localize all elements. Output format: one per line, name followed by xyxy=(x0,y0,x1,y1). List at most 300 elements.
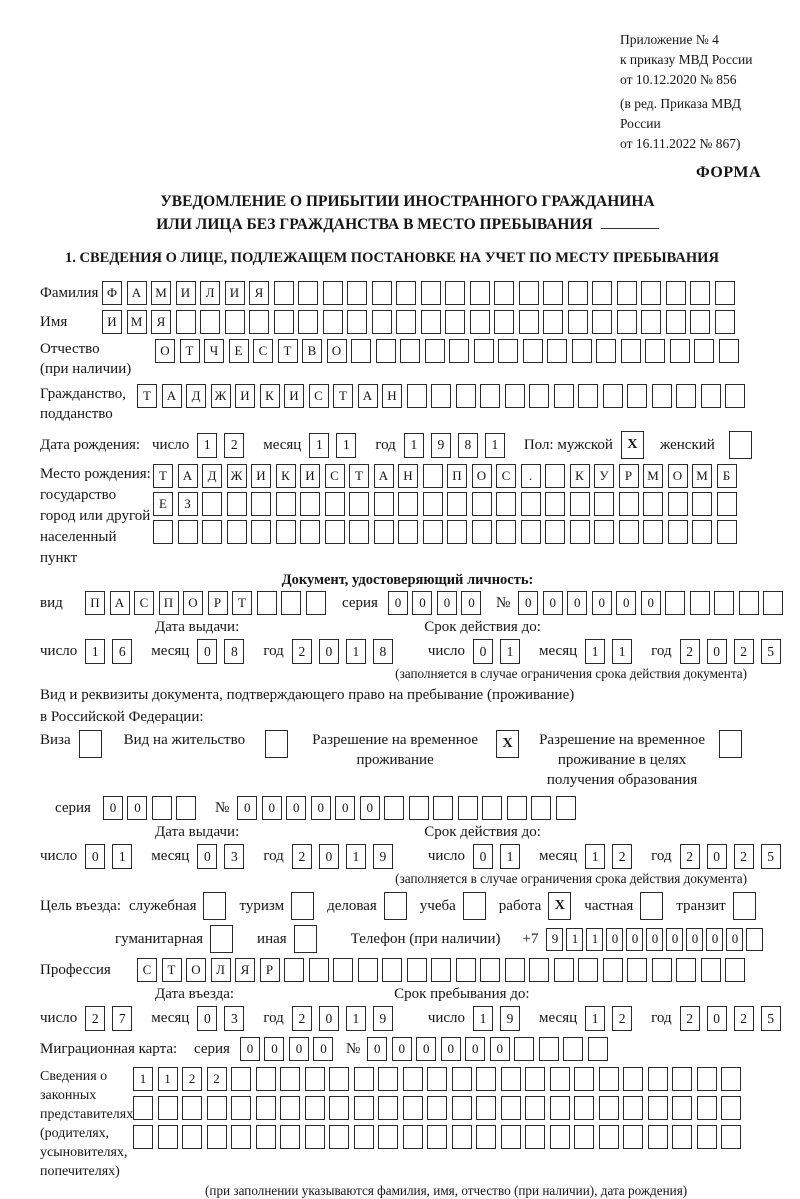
char-box: 6 xyxy=(112,639,132,664)
char-box xyxy=(329,1096,349,1120)
char-box: Т xyxy=(349,464,369,488)
char-box: М xyxy=(127,310,147,334)
date-part-label: число xyxy=(40,643,78,659)
char-box xyxy=(231,1067,251,1091)
char-box xyxy=(458,796,478,820)
char-box: 1 xyxy=(500,639,520,664)
char-box xyxy=(717,520,737,544)
checkbox-purpose-other xyxy=(294,925,317,953)
char-box: Н xyxy=(382,384,402,408)
char-box: Я xyxy=(151,310,171,334)
char-box: 1 xyxy=(336,433,356,458)
char-box xyxy=(574,1125,594,1149)
char-box: 8 xyxy=(458,433,478,458)
char-box: 0 xyxy=(197,639,217,664)
char-box xyxy=(676,384,696,408)
char-box: И xyxy=(251,464,271,488)
char-box: 0 xyxy=(461,591,481,615)
char-box xyxy=(556,796,576,820)
date-part-label: год xyxy=(651,643,672,659)
char-box xyxy=(523,339,543,363)
title-line-1: УВЕДОМЛЕНИЕ О ПРИБЫТИИ ИНОСТРАННОГО ГРАЖДАНИНА xyxy=(160,193,655,210)
char-box: 0 xyxy=(592,591,612,615)
checkbox-purpose-transit xyxy=(733,892,756,920)
date-part-label: месяц xyxy=(263,436,302,453)
char-box: 0 xyxy=(289,1037,309,1061)
char-box: 1 xyxy=(585,844,605,869)
char-box: 1 xyxy=(133,1067,153,1091)
char-box: 2 xyxy=(85,1006,105,1031)
char-box xyxy=(547,339,567,363)
entry-date-headings xyxy=(40,986,775,1003)
char-box: 2 xyxy=(612,1006,632,1031)
date-part-label: год xyxy=(263,848,284,864)
visa-label: Виза xyxy=(40,732,71,748)
char-box xyxy=(529,958,549,982)
char-box: . xyxy=(521,464,541,488)
purpose-item xyxy=(257,925,317,953)
patronymic-boxes xyxy=(155,339,743,363)
date-part-label: год xyxy=(263,643,284,659)
identity-doc-date-headings xyxy=(40,619,775,636)
residence-expiry-note: (заполняется в случае ограничения срока действия документа) xyxy=(395,871,747,886)
char-box xyxy=(543,310,563,334)
char-box: П xyxy=(447,464,467,488)
char-box: 0 xyxy=(286,796,306,820)
char-box xyxy=(494,310,514,334)
char-box xyxy=(701,384,721,408)
char-box xyxy=(690,281,710,305)
char-box xyxy=(588,1037,608,1061)
birth-date-row xyxy=(40,431,775,459)
char-box xyxy=(354,1067,374,1091)
residence-series-row xyxy=(40,796,775,820)
char-box: 0 xyxy=(264,1037,284,1061)
char-box: Д xyxy=(202,464,222,488)
char-box xyxy=(480,384,500,408)
char-box xyxy=(621,339,641,363)
char-box xyxy=(349,492,369,516)
char-box: П xyxy=(159,591,179,615)
char-box xyxy=(425,339,445,363)
sex-female-label: женский xyxy=(659,436,715,453)
char-box: 1 xyxy=(585,639,605,664)
char-box: 0 xyxy=(367,1037,387,1061)
residence-number-sign: № xyxy=(214,799,230,816)
char-box xyxy=(550,1125,570,1149)
char-box: 2 xyxy=(224,433,244,458)
section1-heading: 1. СВЕДЕНИЯ О ЛИЦЕ, ПОДЛЕЖАЩЕМ ПОСТАНОВКЕ НА УЧЕТ ПО МЕСТУ ПРЕБЫВАНИЯ xyxy=(65,250,719,266)
char-box: Я xyxy=(249,281,269,305)
char-box: 1 xyxy=(85,639,105,664)
amendment-line: от 16.11.2022 № 867) xyxy=(620,136,741,151)
patronymic-label-line2: (при наличии) xyxy=(40,361,132,377)
birth-place-label-line: Место рождения: xyxy=(40,466,151,482)
representatives-label-line: (родителях, xyxy=(40,1126,110,1141)
expiry-note: (заполняется в случае ограничения срока действия документа) xyxy=(395,666,747,681)
char-box: 0 xyxy=(616,591,636,615)
char-box: Ч xyxy=(204,339,224,363)
char-box xyxy=(178,520,198,544)
representatives-row3 xyxy=(133,1125,746,1149)
patronymic-label-line1: Отчество xyxy=(40,341,100,357)
char-box: 7 xyxy=(112,1006,132,1031)
char-box: Н xyxy=(398,464,418,488)
citizenship-label-line1: Гражданство, xyxy=(40,386,127,402)
char-box: Ф xyxy=(102,281,122,305)
char-box xyxy=(207,1125,227,1149)
char-box xyxy=(641,281,661,305)
char-box: 1 xyxy=(158,1067,178,1091)
char-box: 3 xyxy=(224,1006,244,1031)
char-box: З xyxy=(178,492,198,516)
char-box xyxy=(619,520,639,544)
char-box: 2 xyxy=(680,1006,700,1031)
char-box: 0 xyxy=(707,639,727,664)
char-box: О xyxy=(472,464,492,488)
date-part-label: число xyxy=(427,848,466,864)
char-box: И xyxy=(284,384,304,408)
char-box xyxy=(619,492,639,516)
checkbox-purpose-business xyxy=(384,892,407,920)
char-box xyxy=(280,1125,300,1149)
identity-doc-dates-row xyxy=(40,639,775,664)
checkbox-purpose-work: X xyxy=(548,892,571,920)
char-box xyxy=(554,958,574,982)
char-box xyxy=(329,1125,349,1149)
char-box xyxy=(599,1125,619,1149)
char-box: А xyxy=(110,591,130,615)
char-box xyxy=(403,1096,423,1120)
char-box xyxy=(431,384,451,408)
char-box xyxy=(531,796,551,820)
char-box xyxy=(423,520,443,544)
appendix-line: Приложение № 4 xyxy=(620,32,719,47)
char-box: 9 xyxy=(431,433,451,458)
residence-series-boxes xyxy=(103,796,201,820)
char-box xyxy=(372,281,392,305)
char-box xyxy=(305,1067,325,1091)
char-box xyxy=(158,1125,178,1149)
char-box: Р xyxy=(619,464,639,488)
char-box xyxy=(668,492,688,516)
birth-date-group xyxy=(152,433,512,458)
title-line-2: ИЛИ ЛИЦА БЕЗ ГРАЖДАНСТВА В МЕСТО ПРЕБЫВАНИЯ xyxy=(40,213,775,236)
char-box: 0 xyxy=(319,844,339,869)
char-box xyxy=(423,492,443,516)
residence-series-label: серия xyxy=(55,799,91,816)
checkbox-temp-permit: X xyxy=(496,730,519,758)
char-box: 1 xyxy=(612,639,632,664)
char-box xyxy=(298,310,318,334)
char-box xyxy=(578,958,598,982)
char-box: А xyxy=(127,281,147,305)
residence-doc-intro2: в Российской Федерации: xyxy=(40,709,204,725)
char-box: 2 xyxy=(734,844,754,869)
char-box xyxy=(525,1067,545,1091)
char-box xyxy=(572,339,592,363)
char-box: М xyxy=(151,281,171,305)
char-box xyxy=(505,384,525,408)
patronymic-label xyxy=(40,339,155,379)
char-box xyxy=(376,339,396,363)
char-box: 0 xyxy=(237,796,257,820)
date-part-label: год xyxy=(263,1010,284,1026)
char-box: О xyxy=(668,464,688,488)
temp-permit-label-line1: Разрешение на временное xyxy=(312,732,479,748)
char-box xyxy=(358,958,378,982)
char-box xyxy=(721,1096,741,1120)
char-box xyxy=(645,339,665,363)
char-box xyxy=(407,384,427,408)
char-box xyxy=(596,339,616,363)
char-box xyxy=(227,492,247,516)
birth-place-row3 xyxy=(153,520,741,544)
char-box: И xyxy=(102,310,122,334)
char-box: 2 xyxy=(292,844,312,869)
phone-label: Телефон (при наличии) xyxy=(350,930,501,947)
checkbox-residence-permit xyxy=(265,730,288,758)
char-box xyxy=(445,281,465,305)
char-box xyxy=(276,520,296,544)
char-box: С xyxy=(309,384,329,408)
representatives-row1 xyxy=(133,1067,746,1091)
char-box xyxy=(378,1096,398,1120)
char-box xyxy=(470,281,490,305)
char-box xyxy=(152,796,172,820)
char-box: 1 xyxy=(197,433,217,458)
char-box xyxy=(623,1096,643,1120)
char-box: 0 xyxy=(707,844,727,869)
char-box: А xyxy=(178,464,198,488)
char-box xyxy=(431,958,451,982)
char-box: 0 xyxy=(666,928,683,951)
purpose-item xyxy=(584,892,663,920)
char-box: А xyxy=(162,384,182,408)
doc-series-label: серия xyxy=(342,594,378,611)
char-box: 1 xyxy=(404,433,424,458)
char-box xyxy=(717,492,737,516)
char-box: 0 xyxy=(319,639,339,664)
char-box xyxy=(474,339,494,363)
char-box xyxy=(396,281,416,305)
char-box xyxy=(578,384,598,408)
char-box: 2 xyxy=(612,844,632,869)
char-box: И xyxy=(225,281,245,305)
char-box: 9 xyxy=(373,1006,393,1031)
char-box xyxy=(378,1125,398,1149)
char-box: 0 xyxy=(686,928,703,951)
char-box: 8 xyxy=(373,639,393,664)
char-box: 9 xyxy=(500,1006,520,1031)
char-box xyxy=(494,281,514,305)
char-box: С xyxy=(134,591,154,615)
char-box xyxy=(305,1125,325,1149)
char-box: 0 xyxy=(473,844,493,869)
char-box xyxy=(603,958,623,982)
char-box xyxy=(423,464,443,488)
char-box xyxy=(351,339,371,363)
date-part-label: год xyxy=(651,848,672,864)
char-box xyxy=(617,310,637,334)
birth-place-block xyxy=(40,464,775,569)
char-box xyxy=(354,1096,374,1120)
char-box xyxy=(398,520,418,544)
char-box xyxy=(501,1067,521,1091)
purpose-item-label: гуманитарная xyxy=(115,930,204,947)
char-box: С xyxy=(496,464,516,488)
char-box xyxy=(280,1067,300,1091)
char-box xyxy=(403,1125,423,1149)
char-box xyxy=(543,281,563,305)
char-box xyxy=(456,384,476,408)
doc-number-sign: № xyxy=(495,594,511,611)
char-box xyxy=(384,796,404,820)
char-box xyxy=(746,928,763,951)
phone-prefix: +7 xyxy=(522,930,539,947)
char-box: К xyxy=(570,464,590,488)
entry-date-group xyxy=(40,1006,400,1031)
citizenship-label-line2: подданство xyxy=(40,406,113,422)
phone-boxes xyxy=(546,928,766,951)
purpose-item xyxy=(420,892,486,920)
date-part-label: месяц xyxy=(539,643,578,659)
char-box: 2 xyxy=(734,1006,754,1031)
char-box: 0 xyxy=(388,591,408,615)
char-box xyxy=(325,520,345,544)
char-box: 2 xyxy=(292,1006,312,1031)
char-box xyxy=(519,281,539,305)
char-box xyxy=(568,281,588,305)
checkbox-purpose-study xyxy=(463,892,486,920)
char-box xyxy=(521,520,541,544)
char-box: 9 xyxy=(373,844,393,869)
char-box xyxy=(274,310,294,334)
char-box xyxy=(251,492,271,516)
char-box: Е xyxy=(153,492,173,516)
char-box xyxy=(652,384,672,408)
char-box: 0 xyxy=(606,928,623,951)
char-box: Т xyxy=(162,958,182,982)
char-box xyxy=(276,492,296,516)
char-box xyxy=(200,310,220,334)
char-box: 0 xyxy=(197,1006,217,1031)
char-box xyxy=(599,1067,619,1091)
residence-doc-options xyxy=(40,730,775,790)
char-box: 0 xyxy=(103,796,123,820)
char-box xyxy=(697,1067,717,1091)
stay-until-heading: Срок пребывания до: xyxy=(394,986,530,1002)
char-box xyxy=(476,1125,496,1149)
char-box xyxy=(372,310,392,334)
birth-place-row1 xyxy=(153,464,741,488)
char-box xyxy=(158,1096,178,1120)
char-box xyxy=(617,281,637,305)
char-box xyxy=(505,958,525,982)
purpose-item xyxy=(115,925,233,953)
birth-place-label-line: населенный пункт xyxy=(40,529,117,566)
char-box xyxy=(333,958,353,982)
char-box xyxy=(182,1096,202,1120)
purpose-label: Цель въезда: xyxy=(40,897,121,914)
residence-issue-heading: Дата выдачи: xyxy=(155,824,240,840)
char-box xyxy=(592,281,612,305)
char-box xyxy=(539,1037,559,1061)
birth-place-box-rows xyxy=(153,464,775,549)
char-box: Е xyxy=(229,339,249,363)
char-box xyxy=(133,1125,153,1149)
char-box: 2 xyxy=(680,639,700,664)
char-box xyxy=(501,1096,521,1120)
date-part-label: число xyxy=(40,1010,78,1026)
profession-label: Профессия xyxy=(40,961,111,978)
char-box xyxy=(349,520,369,544)
appendix-reference xyxy=(620,30,775,154)
char-box: В xyxy=(302,339,322,363)
char-box: Д xyxy=(186,384,206,408)
char-box xyxy=(697,1096,717,1120)
surname-row xyxy=(40,281,775,305)
char-box: 2 xyxy=(182,1067,202,1091)
char-box xyxy=(427,1096,447,1120)
birth-date-label: Дата рождения: xyxy=(40,436,141,453)
char-box xyxy=(400,339,420,363)
char-box xyxy=(427,1125,447,1149)
migration-card-row xyxy=(40,1037,775,1061)
char-box xyxy=(623,1067,643,1091)
profession-boxes xyxy=(137,958,750,982)
surname-label: Фамилия xyxy=(40,284,99,301)
char-box xyxy=(133,1096,153,1120)
char-box: 0 xyxy=(335,796,355,820)
representatives-note: (при заполнении указываются фамилия, имя, отчество (при наличии), дата рождения) xyxy=(205,1183,688,1198)
char-box xyxy=(652,958,672,982)
char-box: А xyxy=(358,384,378,408)
char-box: 5 xyxy=(761,844,781,869)
char-box: М xyxy=(692,464,712,488)
char-box: 0 xyxy=(518,591,538,615)
char-box: М xyxy=(643,464,663,488)
representatives-labels xyxy=(40,1067,133,1181)
appendix-line: от 10.12.2020 № 856 xyxy=(620,72,737,87)
char-box: 5 xyxy=(761,1006,781,1031)
char-box xyxy=(347,310,367,334)
char-box xyxy=(480,958,500,982)
migration-card-label: Миграционная карта: xyxy=(40,1040,178,1057)
char-box xyxy=(672,1125,692,1149)
representatives-label-line: законных xyxy=(40,1088,97,1103)
char-box xyxy=(739,591,759,615)
char-box xyxy=(554,384,574,408)
char-box xyxy=(421,310,441,334)
char-box xyxy=(231,1096,251,1120)
char-box: А xyxy=(374,464,394,488)
char-box xyxy=(525,1125,545,1149)
char-box: С xyxy=(137,958,157,982)
date-part-label: число xyxy=(427,643,466,659)
purpose-item xyxy=(129,892,227,920)
doc-kind-boxes xyxy=(85,591,330,615)
char-box xyxy=(374,492,394,516)
char-box: 1 xyxy=(485,433,505,458)
char-box xyxy=(456,958,476,982)
char-box: 0 xyxy=(490,1037,510,1061)
char-box: О xyxy=(155,339,175,363)
migration-number-boxes xyxy=(367,1037,612,1061)
char-box xyxy=(202,492,222,516)
char-box: 0 xyxy=(360,796,380,820)
char-box: 0 xyxy=(319,1006,339,1031)
